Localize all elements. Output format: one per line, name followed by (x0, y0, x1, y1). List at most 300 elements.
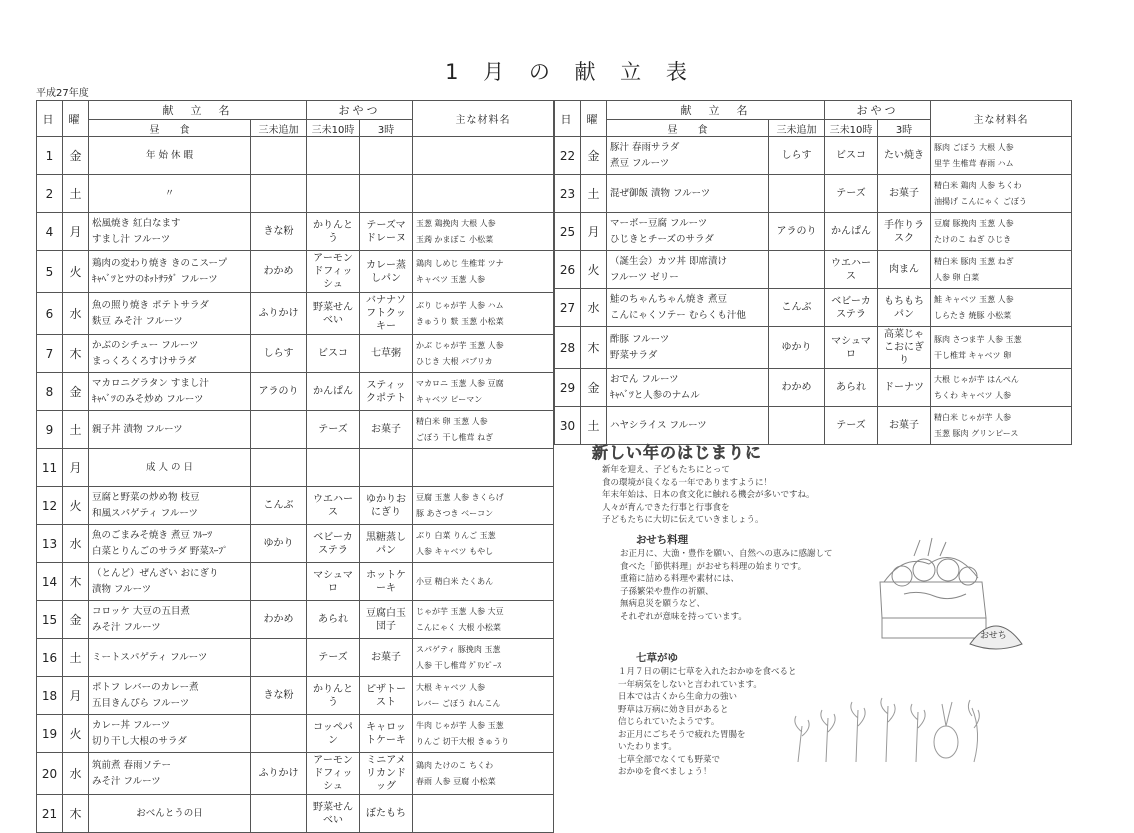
day-cell: 18 (37, 677, 63, 715)
lunch-cell (607, 251, 769, 289)
intro-line: 人々が育んできた行事と行事食を (602, 502, 730, 513)
menu-row (555, 251, 1072, 289)
ingredient-line: 豆腐 豚挽肉 玉葱 人参 (934, 218, 1014, 228)
lunch-line: ハヤシライス フルーツ (610, 419, 707, 431)
lunch-cell (89, 213, 251, 251)
weekday-cell: 火 (63, 251, 89, 293)
lunch-line: 麩豆 みそ汁 フルーツ (92, 315, 183, 327)
menu-row (37, 487, 554, 525)
lunch-cell (89, 449, 251, 487)
ingredients-cell (931, 175, 1072, 213)
weekday-cell: 月 (581, 213, 607, 251)
snack3-cell: バナナソフトクッキー (360, 293, 413, 335)
lunch-line: 〃 (164, 187, 175, 199)
snack3-cell: ミニアメリカンドッグ (360, 753, 413, 795)
lunch-line: 年 始 休 暇 (145, 149, 194, 161)
lunch-cell (89, 795, 251, 833)
header-lunch: 昼 食 (89, 120, 251, 137)
lunch-line: コロッケ 大豆の五目煮 (92, 605, 190, 617)
under3-cell: わかめ (251, 601, 307, 639)
menu-row (37, 293, 554, 335)
snack3-cell: ゆかりおにぎり (360, 487, 413, 525)
ingredient-line: 春雨 人参 豆腐 小松菜 (416, 776, 496, 786)
lunch-line: 筑前煮 春雨ソテー (92, 759, 172, 771)
snack10-cell: アーモンドフィッシュ (307, 251, 360, 293)
year-label: 平成27年度 (36, 88, 89, 99)
nanakusa-line: 日本では古くから生命力の強い (618, 692, 738, 702)
lunch-line: おでん フルーツ (610, 373, 679, 385)
ingredients-cell (413, 715, 554, 753)
under3-cell (251, 795, 307, 833)
snack3-cell: お菓子 (878, 407, 931, 445)
snack10-cell (307, 175, 360, 213)
ingredient-line: 小豆 精白米 たくあん (416, 576, 494, 586)
snack3-cell (360, 449, 413, 487)
ingredient-line: 精白米 鶏肉 人参 ちくわ (934, 180, 1022, 190)
intro-line: 食の環境が良くなる一年でありますように！ (602, 477, 773, 488)
day-cell: 12 (37, 487, 63, 525)
day-cell: 27 (555, 289, 581, 327)
weekday-cell: 金 (63, 373, 89, 411)
ingredients-cell (931, 251, 1072, 289)
lunch-cell (89, 373, 251, 411)
menu-table-right (554, 100, 1072, 445)
snack3-cell: ホットケーキ (360, 563, 413, 601)
ingredient-line: 人参 キャベツ もやし (416, 546, 494, 556)
snack10-cell: テーズ (825, 407, 878, 445)
lunch-line: 酢豚 フルーツ (610, 333, 670, 345)
ingredient-line: 人参 卵 白菜 (934, 272, 980, 282)
lunch-line: まっくろくろすけサラダ (92, 355, 197, 367)
osechi-line: 子孫繁栄や豊作の祈願、 (620, 586, 714, 597)
day-cell: 13 (37, 525, 63, 563)
weekday-cell: 金 (63, 601, 89, 639)
lunch-line: 和風スパゲティ フルーツ (92, 507, 199, 519)
header-menu-name: 献 立 名 (607, 101, 825, 120)
ingredient-line: たけのこ ねぎ ひじき (934, 234, 1012, 244)
snack3-cell: お菓子 (360, 411, 413, 449)
under3-cell: こんぶ (251, 487, 307, 525)
under3-cell: わかめ (769, 369, 825, 407)
ingredients-cell (413, 137, 554, 175)
lunch-line: 野菜サラダ (610, 349, 658, 361)
day-cell: 6 (37, 293, 63, 335)
ingredients-cell (931, 137, 1072, 175)
day-cell: 30 (555, 407, 581, 445)
header-lunch: 昼 食 (607, 120, 769, 137)
menu-row (37, 335, 554, 373)
ingredient-line: 鶏肉 しめじ 生椎茸 ツナ (416, 258, 504, 268)
day-cell: 8 (37, 373, 63, 411)
under3-cell (251, 449, 307, 487)
nanakusa-line: 野草は万病に効き目があると (618, 704, 729, 715)
under3-cell (251, 175, 307, 213)
weekday-cell: 月 (63, 213, 89, 251)
day-cell: 2 (37, 175, 63, 213)
header-menu-name: 献 立 名 (89, 101, 307, 120)
lunch-line: ひじきとチーズのサラダ (610, 233, 714, 245)
nanakusa-line: 一年病気をしないと言われています。 (618, 679, 762, 690)
lunch-cell (89, 639, 251, 677)
weekday-cell: 金 (63, 137, 89, 175)
lunch-line: かぶのシチュー フルーツ (92, 339, 199, 351)
snack10-cell: かんぱん (307, 373, 360, 411)
ingredients-cell (931, 369, 1072, 407)
snack3-cell: もちもちパン (878, 289, 931, 327)
snack3-cell: 黒糖蒸しパン (360, 525, 413, 563)
lunch-line: （誕生会）カツ丼 即席漬け (610, 255, 728, 267)
lunch-line: 鮭のちゃんちゃん焼き 煮豆 (610, 293, 728, 305)
menu-row (37, 137, 554, 175)
header-weekday: 曜 (581, 101, 607, 137)
nanakusa-line: 信じられていたようです。 (618, 717, 720, 727)
day-cell: 20 (37, 753, 63, 795)
under3-cell: アラのり (251, 373, 307, 411)
ingredient-line: キャベツ 玉葱 人参 (416, 274, 486, 284)
ingredient-line: マカロニ 玉葱 人参 豆腐 (416, 378, 504, 388)
header-weekday: 曜 (63, 101, 89, 137)
snack3-cell: ドーナツ (878, 369, 931, 407)
ingredient-line: 精白米 卵 玉葱 人参 (416, 416, 488, 426)
intro-line: 新年を迎え、子どもたちにとって (602, 465, 730, 475)
ingredient-line: 豚肉 さつま芋 人参 玉葱 (934, 334, 1022, 344)
lunch-line: ｷｬﾍﾞﾂと人参のナムル (610, 389, 700, 401)
day-cell: 5 (37, 251, 63, 293)
snack10-cell: ビスコ (307, 335, 360, 373)
header-snack3: 3時 (878, 120, 931, 137)
lunch-cell (89, 137, 251, 175)
lunch-line: 漬物 フルーツ (92, 583, 152, 595)
day-cell: 15 (37, 601, 63, 639)
ingredient-line: ちくわ キャベツ 人参 (934, 390, 1012, 400)
snack3-cell: たい焼き (878, 137, 931, 175)
lunch-cell (89, 563, 251, 601)
snack10-cell: かりんとう (307, 213, 360, 251)
under3-cell (251, 137, 307, 175)
intro-text (602, 464, 815, 527)
snack10-cell (307, 137, 360, 175)
day-cell: 9 (37, 411, 63, 449)
under3-cell: しらす (769, 137, 825, 175)
ingredients-cell (413, 251, 554, 293)
lunch-cell (89, 487, 251, 525)
menu-row (555, 369, 1072, 407)
header-snack: おやつ (307, 101, 413, 120)
snack10-cell: マシュマロ (825, 327, 878, 369)
header-day: 日 (555, 101, 581, 137)
ingredients-cell (413, 175, 554, 213)
nanakusa-text (618, 666, 797, 779)
nanakusa-line: いたわります。 (618, 742, 677, 752)
snack3-cell: キャロットケーキ (360, 715, 413, 753)
ingredient-line: 豆腐 玉葱 人参 きくらげ (416, 492, 504, 502)
under3-cell (769, 175, 825, 213)
lunch-line: こんにゃくソテー むらくも汁他 (610, 309, 746, 321)
snack3-cell: カレー蒸しパン (360, 251, 413, 293)
snack3-cell: 七草粥 (360, 335, 413, 373)
ingredient-line: 精白米 じゃが芋 人参 (934, 412, 1012, 422)
menu-row (37, 251, 554, 293)
osechi-line: 無病息災を願うなど、 (620, 599, 706, 609)
ingredients-cell (413, 639, 554, 677)
weekday-cell: 水 (581, 289, 607, 327)
weekday-cell: 火 (63, 487, 89, 525)
ingredient-line: 大根 キャベツ 人参 (416, 682, 486, 692)
ingredient-line: じゃが芋 玉葱 人参 大豆 (416, 606, 504, 616)
snack10-cell: コッペパン (307, 715, 360, 753)
snack3-cell: 肉まん (878, 251, 931, 289)
lunch-line: （とんど）ぜんざい おにぎり (92, 567, 219, 579)
ingredients-cell (413, 335, 554, 373)
weekday-cell: 月 (63, 449, 89, 487)
ingredient-line: キャベツ ピーマン (416, 394, 483, 404)
lunch-cell (607, 369, 769, 407)
under3-cell: きな粉 (251, 677, 307, 715)
ingredient-line: ぶり 白菜 りんご 玉葱 (416, 530, 496, 540)
lunch-line: 白菜とりんごのサラダ 野菜ｽｰﾌﾟ (92, 545, 228, 557)
lunch-cell (89, 677, 251, 715)
menu-row (37, 677, 554, 715)
lunch-line: ｷｬﾍﾞﾂのみそ炒め フルーツ (92, 393, 204, 405)
under3-cell: ふりかけ (251, 753, 307, 795)
menu-row (37, 639, 554, 677)
under3-cell (251, 563, 307, 601)
snack10-cell: テーズ (307, 639, 360, 677)
under3-cell: こんぶ (769, 289, 825, 327)
menu-row (555, 137, 1072, 175)
menu-row (37, 373, 554, 411)
lunch-line: 親子丼 漬物 フルーツ (92, 423, 183, 435)
menu-row (37, 449, 554, 487)
osechi-heading: おせち料理 (636, 534, 689, 546)
weekday-cell: 土 (581, 175, 607, 213)
nanakusa-line: １月７日の朝に七草を入れたおかゆを食べると (618, 667, 797, 677)
lunch-line: 豆腐と野菜の炒め物 枝豆 (92, 491, 200, 503)
snack3-cell: お菓子 (360, 639, 413, 677)
ingredient-line: 鮭 キャベツ 玉葱 人参 (934, 294, 1014, 304)
snack10-cell: かんぱん (825, 213, 878, 251)
ingredients-cell (413, 525, 554, 563)
menu-body-left (37, 137, 554, 833)
lunch-cell (89, 251, 251, 293)
snack10-cell: テーズ (825, 175, 878, 213)
ingredient-line: 人参 干し椎茸 ｸﾞﾘﾝﾋﾟｰｽ (416, 660, 502, 670)
ingredient-line: かぶ じゃが芋 玉葱 人参 (416, 340, 504, 350)
day-cell: 28 (555, 327, 581, 369)
snack3-cell: 豆腐白玉団子 (360, 601, 413, 639)
weekday-cell: 土 (63, 175, 89, 213)
lunch-line: カレー丼 フルーツ (92, 719, 171, 731)
snack10-cell: あられ (307, 601, 360, 639)
under3-cell: わかめ (251, 251, 307, 293)
info-panel (556, 426, 1070, 783)
weekday-cell: 土 (63, 411, 89, 449)
menu-row (37, 175, 554, 213)
osechi-line: 重箱に詰める料理や素材には、 (620, 574, 740, 584)
under3-cell (251, 411, 307, 449)
lunch-line: 魚の照り焼き ポテトサラダ (92, 299, 209, 311)
under3-cell: きな粉 (251, 213, 307, 251)
day-cell: 25 (555, 213, 581, 251)
menu-row (37, 411, 554, 449)
lunch-line: ポトフ レバーのカレー煮 (92, 681, 199, 693)
under3-cell (251, 715, 307, 753)
header-snack: おやつ (825, 101, 931, 120)
snack10-cell: ベビーカステラ (307, 525, 360, 563)
day-cell: 23 (555, 175, 581, 213)
day-cell: 14 (37, 563, 63, 601)
lunch-line: 切り干し大根のサラダ (92, 735, 187, 747)
menu-row (37, 753, 554, 795)
ingredients-cell (413, 487, 554, 525)
snack10-cell: 野菜せんべい (307, 795, 360, 833)
snack10-cell: テーズ (307, 411, 360, 449)
ingredients-cell (413, 373, 554, 411)
ingredient-line: 干し椎茸 キャベツ 卵 (934, 350, 1012, 360)
weekday-cell: 土 (63, 639, 89, 677)
day-cell: 1 (37, 137, 63, 175)
ingredient-line: 玉葱 豚肉 グリンピース (934, 428, 1019, 438)
snack10-cell: かりんとう (307, 677, 360, 715)
day-cell: 11 (37, 449, 63, 487)
ingredient-line: こんにゃく 大根 小松菜 (416, 622, 501, 632)
ingredient-line: 玉蒟 かまぼこ 小松菜 (416, 234, 494, 244)
ingredient-line: ひじき 大根 パプリカ (416, 356, 493, 366)
ingredients-cell (931, 213, 1072, 251)
weekday-cell: 木 (63, 563, 89, 601)
lunch-line: フルーツ ゼリー (610, 271, 679, 283)
ingredient-line: 玉葱 鶏挽肉 大根 人参 (416, 218, 496, 228)
ingredient-line: 油揚げ こんにゃく ごぼう (934, 196, 1027, 206)
day-cell: 19 (37, 715, 63, 753)
ingredient-line: ごぼう 干し椎茸 ねぎ (416, 432, 494, 442)
lunch-cell (607, 213, 769, 251)
lunch-line: マカロニグラタン すまし汁 (92, 377, 209, 389)
menu-body-right (555, 137, 1072, 445)
lunch-line: みそ汁 フルーツ (92, 775, 161, 787)
ingredient-line: ぶり じゃが芋 人参 ハム (416, 300, 504, 310)
day-cell: 7 (37, 335, 63, 373)
ingredient-line: 豚肉 ごぼう 大根 人参 (934, 142, 1014, 152)
header-under3: 三未追加 (251, 120, 307, 137)
weekday-cell: 月 (63, 677, 89, 715)
ingredient-line: 鶏肉 たけのこ ちくわ (416, 760, 494, 770)
lunch-line: 五目きんぴら フルーツ (92, 697, 190, 709)
lunch-line: 成 人 の 日 (145, 461, 194, 473)
header-day: 日 (37, 101, 63, 137)
snack3-cell: テーズマドレーヌ (360, 213, 413, 251)
ingredients-cell (413, 753, 554, 795)
lunch-line: 混ぜ御飯 漬物 フルーツ (610, 187, 711, 199)
ingredient-line: りんご 切干大根 きゅうり (416, 736, 510, 746)
ingredients-cell (413, 795, 554, 833)
header-under3: 三未追加 (769, 120, 825, 137)
menu-row (37, 795, 554, 833)
snack10-cell: 野菜せんべい (307, 293, 360, 335)
weekday-cell: 土 (581, 407, 607, 445)
ingredients-cell (931, 327, 1072, 369)
menu-row (555, 213, 1072, 251)
weekday-cell: 木 (63, 795, 89, 833)
header-snack3: 3時 (360, 120, 413, 137)
nanakusa-line: お正月にごちそうで疲れた胃腸を (618, 729, 746, 740)
ingredient-line: 牛肉 じゃが芋 人参 玉葱 (416, 720, 504, 730)
ingredient-line: 精白米 豚肉 玉葱 ねぎ (934, 256, 1014, 266)
lunch-cell (607, 327, 769, 369)
under3-cell: アラのり (769, 213, 825, 251)
nanakusa-line: 七草全部でなくても野菜で (618, 754, 721, 765)
osechi-text (620, 548, 833, 623)
ingredient-line: スパゲティ 豚挽肉 玉葱 (416, 644, 501, 654)
menu-table-left (36, 100, 554, 833)
lunch-cell (89, 293, 251, 335)
weekday-cell: 水 (63, 753, 89, 795)
snack3-cell (360, 175, 413, 213)
ingredients-cell (931, 289, 1072, 327)
ingredients-cell (413, 601, 554, 639)
osechi-line: 食べた「節供料理」がおせち料理の始まりです。 (620, 561, 807, 572)
lunch-cell (89, 411, 251, 449)
snack10-cell: あられ (825, 369, 878, 407)
menu-row (555, 175, 1072, 213)
ingredients-cell (413, 293, 554, 335)
under3-cell: しらす (251, 335, 307, 373)
lunch-line: 松風焼き 紅白なます (92, 217, 181, 229)
ingredient-line: きゅうり 麩 玉葱 小松菜 (416, 316, 504, 326)
snack3-cell: お菓子 (878, 175, 931, 213)
snack10-cell: ビスコ (825, 137, 878, 175)
intro-line: 年末年始は、日本の食文化に触れる機会が多いですね。 (602, 490, 815, 500)
under3-cell: ふりかけ (251, 293, 307, 335)
weekday-cell: 金 (581, 369, 607, 407)
lunch-line: ミートスパゲティ フルーツ (92, 651, 208, 663)
weekday-cell: 火 (63, 715, 89, 753)
lunch-line: すまし汁 フルーツ (92, 233, 171, 245)
ingredient-line: レバー ごぼう れんこん (416, 698, 501, 708)
weekday-cell: 火 (581, 251, 607, 289)
menu-row (37, 213, 554, 251)
lunch-cell (89, 601, 251, 639)
header-snack10: 三未10時 (307, 120, 360, 137)
menu-row (37, 715, 554, 753)
ingredients-cell (413, 213, 554, 251)
day-cell: 29 (555, 369, 581, 407)
under3-cell (769, 251, 825, 289)
day-cell: 21 (37, 795, 63, 833)
lunch-line: 煮豆 フルーツ (610, 157, 670, 169)
lunch-cell (607, 175, 769, 213)
lunch-line: 魚のごまみそ焼き 煮豆 ﾌﾙｰﾂ (92, 529, 213, 541)
weekday-cell: 金 (581, 137, 607, 175)
lunch-cell (89, 175, 251, 213)
lunch-cell (89, 753, 251, 795)
snack10-cell: アーモンドフィッシュ (307, 753, 360, 795)
ingredients-cell (413, 563, 554, 601)
snack10-cell: ウエハース (307, 487, 360, 525)
weekday-cell: 木 (63, 335, 89, 373)
weekday-cell: 水 (63, 525, 89, 563)
snack3-cell (360, 137, 413, 175)
lunch-line: ｷｬﾍﾞﾂとﾂﾅのﾎｯﾄｻﾗﾀﾞ フルーツ (92, 273, 218, 285)
under3-cell: ゆかり (769, 327, 825, 369)
day-cell: 16 (37, 639, 63, 677)
day-cell: 4 (37, 213, 63, 251)
snack10-cell (307, 449, 360, 487)
snack3-cell: スティックポテト (360, 373, 413, 411)
intro-line: 子どもたちに大切に伝えていきましょう。 (602, 515, 764, 525)
under3-cell (251, 639, 307, 677)
lunch-cell (89, 525, 251, 563)
